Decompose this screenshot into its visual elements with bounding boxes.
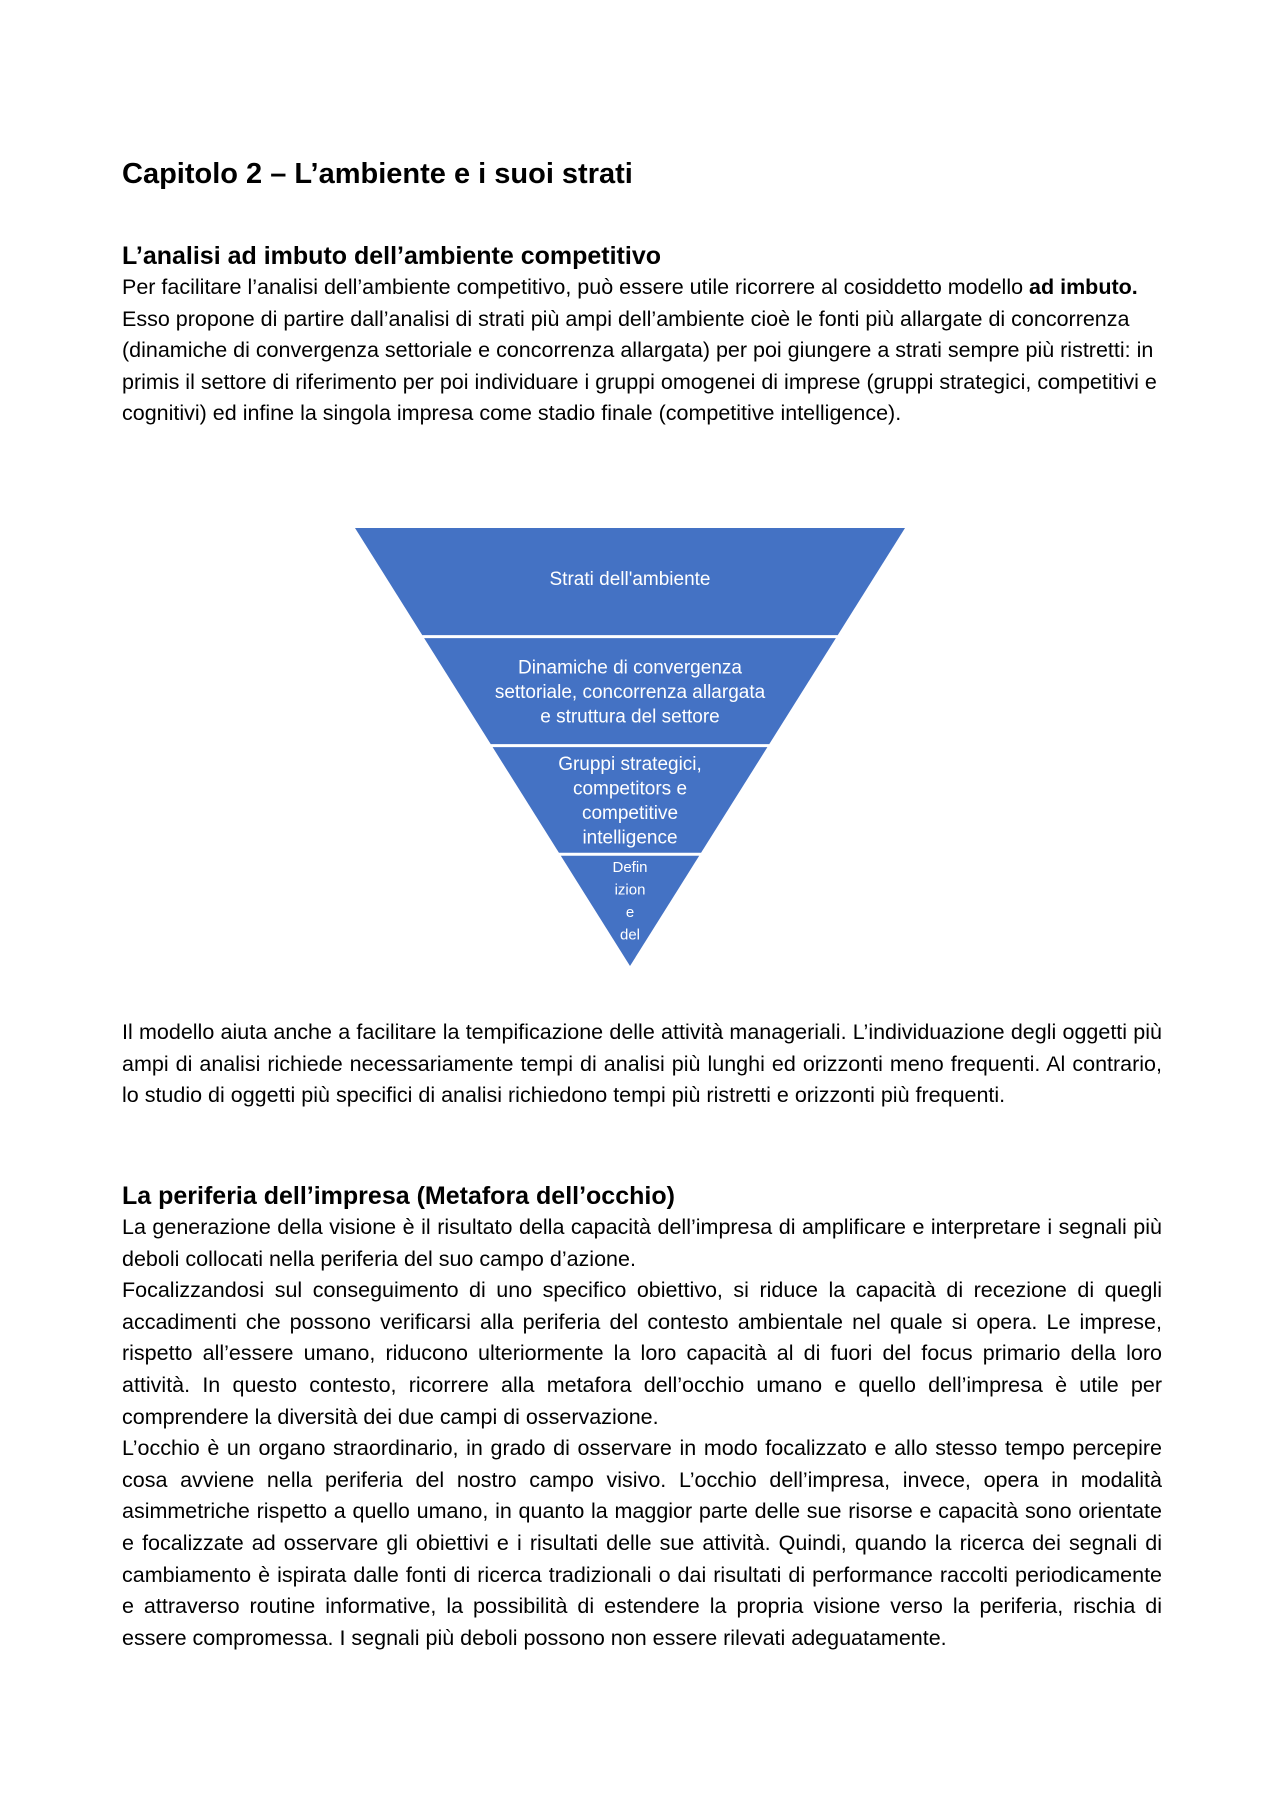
funnel-diagram bbox=[355, 528, 905, 966]
paragraph: Focalizzandosi sul conseguimento di uno specifico obiettivo, si riduce la capacità di recezione di quegli accadimenti che possono verificarsi alla periferia del contesto ambientale nel quale si opera. Le imprese, rispetto all’essere umano, riducono ulteriormente la loro capacità al di fuori del focus primario della loro attività. In questo contesto, ricorrere alla metafora dell’occhio umano e quello dell’impresa è utile per comprendere la diversità dei due campi di osservazione. bbox=[122, 1278, 1162, 1429]
section-eye-metaphor bbox=[122, 1180, 1162, 1654]
chapter-header bbox=[122, 156, 1162, 192]
funnel-level-4-label: del bbox=[619, 926, 641, 944]
section-heading: La periferia dell’impresa (Metafora dell’occhio) bbox=[122, 1182, 675, 1210]
bold-term: ad imbuto. bbox=[1029, 275, 1138, 299]
funnel-level-4-label: izion bbox=[614, 881, 646, 899]
funnel-level-4-label: Defin bbox=[612, 859, 648, 876]
paragraph: Il modello aiuta anche a facilitare la tempificazione delle attività manageriali. L’individuazione degli oggetti più ampi di analisi richiede necessariamente tempi di analisi più lunghi ed orizzonti meno frequenti. Al contrario, lo studio di oggetti più specifici di analisi richiedono tempi più ristretti e orizzonti più frequenti. bbox=[122, 1020, 1162, 1108]
paragraph: La generazione della visione è il risultato della capacità dell’impresa di amplificare e interpretare i segnali più deboli collocati nella periferia del suo campo d’azione. bbox=[122, 1215, 1162, 1271]
funnel-level-3-label: Gruppi strategici, bbox=[558, 753, 702, 775]
funnel-level-2-label: settoriale, concorrenza allargata bbox=[494, 681, 766, 703]
funnel-level-4-label: e bbox=[625, 904, 635, 921]
funnel-level-3-label: intelligence bbox=[582, 827, 678, 849]
funnel-level-3-label: competitors e bbox=[572, 778, 688, 800]
section-funnel-analysis bbox=[122, 240, 1162, 430]
section-heading: L’analisi ad imbuto dell’ambiente competitivo bbox=[122, 242, 661, 270]
funnel-level-2-label: Dinamiche di convergenza bbox=[518, 657, 742, 679]
chapter-title: Capitolo 2 – L’ambiente e i suoi strati bbox=[122, 158, 633, 190]
paragraph bbox=[122, 272, 1162, 430]
funnel-level-3-label: competitive bbox=[581, 802, 679, 824]
paragraph: L’occhio è un organo straordinario, in grado di osservare in modo focalizzato e allo stesso tempo percepire cosa avviene nella periferia del nostro campo visivo. L’occhio dell’impresa, invece, opera in modalità asimmetriche rispetto a quello umano, in quanto la maggior parte delle sue risorse e capacità sono orientate e focalizzate ad osservare gli obiettivi e i risultati delle sue attività. Quindi, quando la ricerca dei segnali di cambiamento è ispirata dalle fonti di ricerca tradizionali o dai risultati di performance raccolti periodicamente e attraverso routine informative, la possibilità di estendere la propria visione verso la periferia, rischia di essere compromessa. I segnali più deboli possono non essere rilevati adeguatamente. bbox=[122, 1436, 1162, 1650]
section-funnel-timing bbox=[122, 1017, 1162, 1112]
funnel-level-1-label: Strati dell'ambiente bbox=[549, 569, 711, 590]
paragraph-intro: Per facilitare l’analisi dell’ambiente competitivo, può essere utile ricorrere al cosiddetto modello bbox=[122, 275, 1030, 299]
paragraph-rest: Esso propone di partire dall’analisi di strati più ampi dell’ambiente cioè le fonti più allargate di concorrenza (dinamiche di convergenza settoriale e concorrenza allargata) per poi giungere a strati sempre più ristretti: in primis il settore di riferimento per poi individuare i gruppi omogenei di imprese (gruppi strategici, competitivi e cognitivi) ed infine la singola impresa come stadio finale (competitive intelligence). bbox=[122, 306, 1157, 426]
funnel-level-2-label: e struttura del settore bbox=[540, 706, 720, 728]
